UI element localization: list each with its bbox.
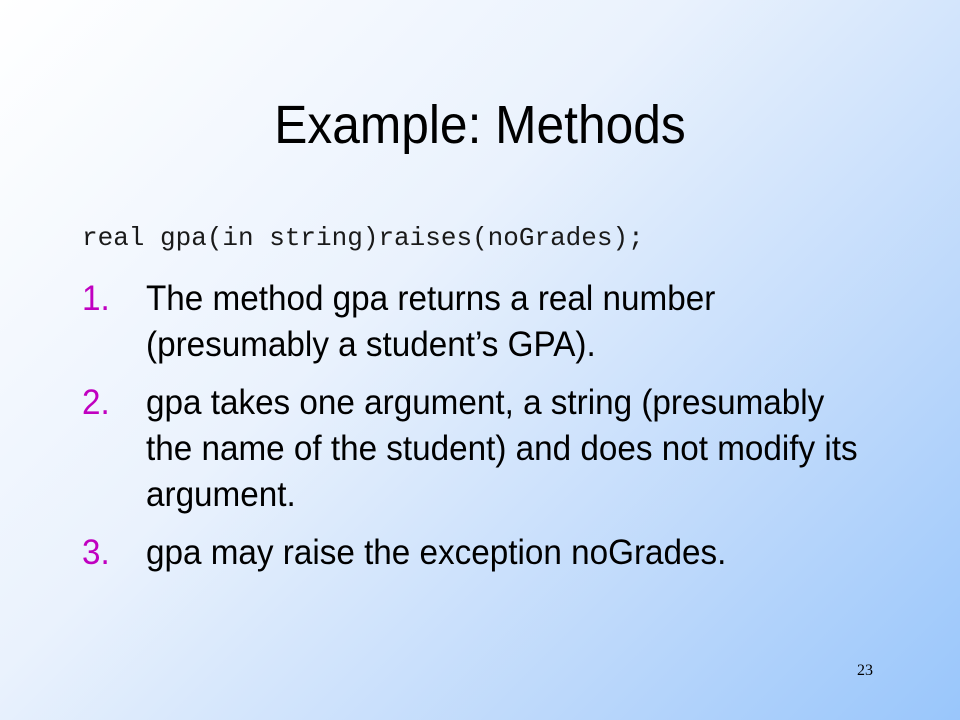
numbered-list [82, 276, 902, 588]
list-item-3 [82, 530, 902, 576]
page-number: 23 [857, 662, 873, 679]
list-text: gpa takes one argument, a string (presumably the name of the student) and does not modify its argument. [146, 383, 858, 514]
list-number: 3. [82, 533, 110, 572]
list-text: The method gpa returns a real number (presumably a student’s GPA). [146, 279, 716, 364]
list-item-1 [82, 276, 902, 368]
code-line: real gpa(in string)raises(noGrades); [82, 223, 644, 253]
list-text: gpa may raise the exception noGrades. [146, 533, 727, 572]
list-item-2 [82, 380, 902, 518]
list-number: 2. [82, 383, 110, 422]
list-number: 1. [82, 279, 110, 318]
slide-title: Example: Methods [274, 95, 686, 155]
